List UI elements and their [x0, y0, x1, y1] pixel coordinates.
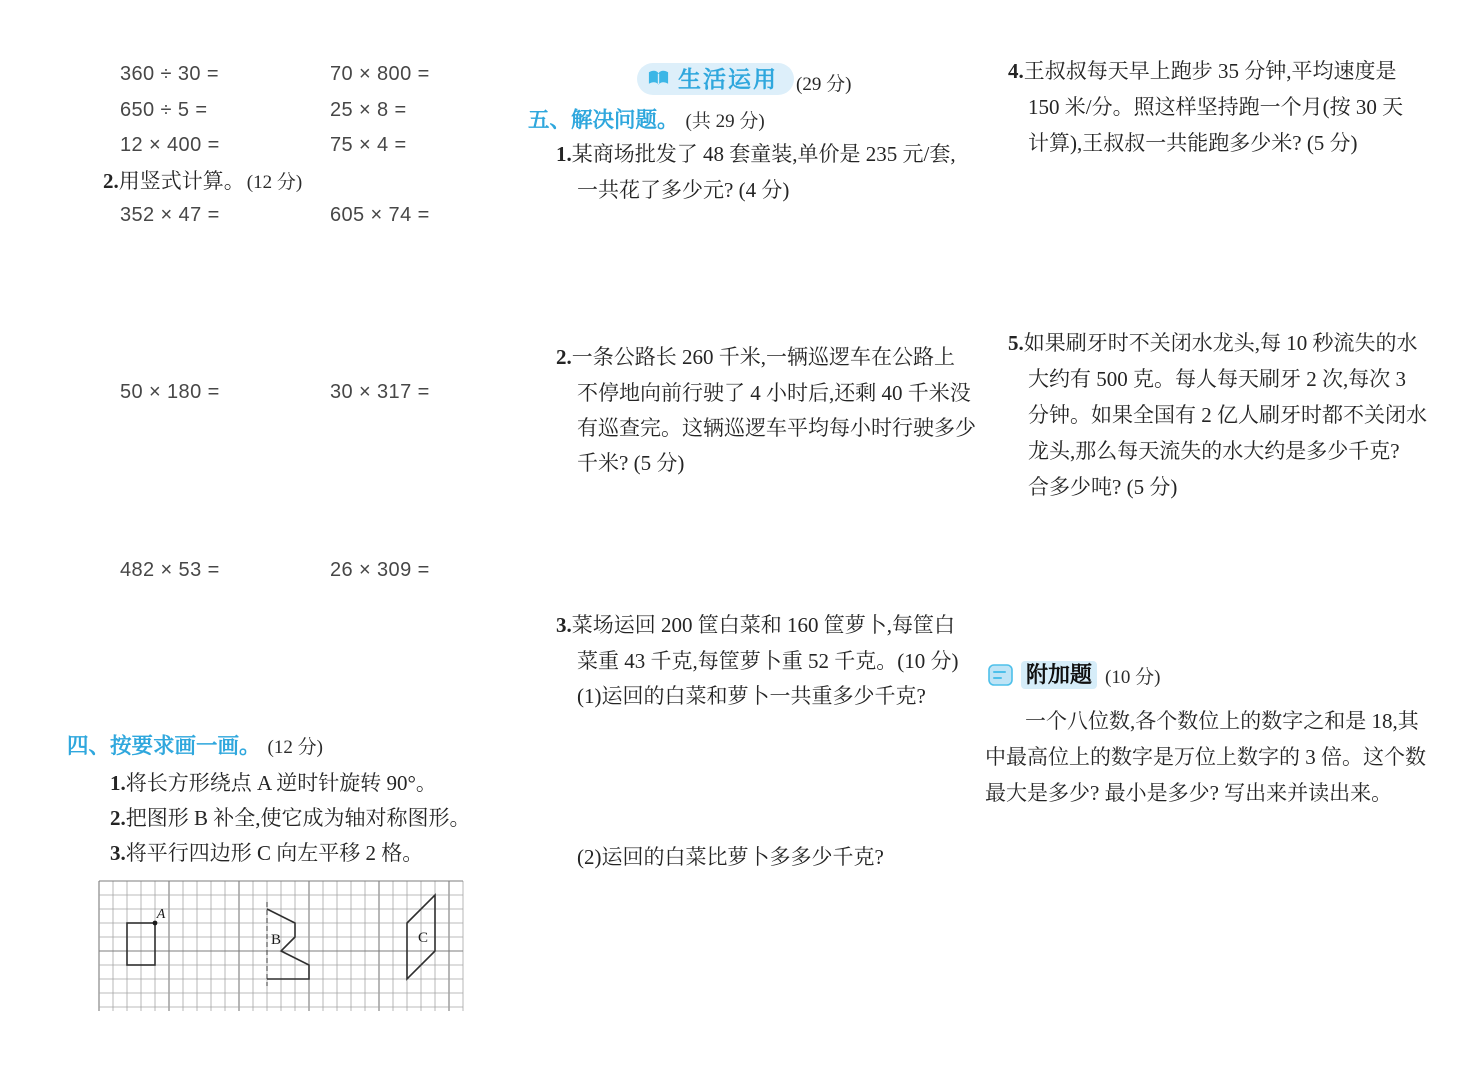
oral-eq-1b: 70 × 800 =	[330, 63, 430, 85]
section4-item-2	[110, 805, 471, 831]
problem5-line2: 大约有 500 克。每人每天刷牙 2 次,每次 3	[1028, 367, 1406, 391]
bonus-title: 附加题	[1021, 661, 1097, 689]
score-label: (12 分)	[267, 737, 323, 758]
item-number: 3.	[110, 841, 126, 865]
problem-text: 菜场运回 200 筐白菜和 160 筐萝卜,每筐白	[571, 613, 955, 637]
item-text: 把图形 B 补全,使它成为轴对称图形。	[125, 806, 471, 830]
problem-text: 如果刷牙时不关闭水龙头,每 10 秒流失的水	[1023, 331, 1418, 355]
score-label: (10 分)	[1105, 666, 1161, 688]
problem1-line1	[556, 141, 956, 167]
section4-item-3	[110, 840, 423, 866]
problem2-line3: 有巡查完。这辆巡逻车平均每小时行驶多少	[577, 416, 976, 440]
problem5-line4: 龙头,那么每天流失的水大约是多少千克?	[1028, 439, 1400, 463]
section4-item-1	[110, 770, 437, 796]
vcalc-eq-3a: 482 × 53 =	[120, 559, 220, 581]
problem5-line3: 分钟。如果全国有 2 亿人刷牙时都不关闭水	[1028, 403, 1427, 427]
vcalc-eq-2a: 50 × 180 =	[120, 381, 220, 403]
vcalc-eq-1b: 605 × 74 =	[330, 204, 430, 226]
oral-eq-2a: 650 ÷ 5 =	[120, 99, 208, 121]
problem3-line1	[556, 612, 955, 638]
book-icon	[647, 69, 670, 89]
vcalc-eq-2b: 30 × 317 =	[330, 381, 430, 403]
score-label: (共 29 分)	[685, 111, 765, 132]
oral-eq-2b: 25 × 8 =	[330, 99, 407, 121]
problem5-line1	[1008, 330, 1418, 356]
problem-text: 某商场批发了 48 套童装,单价是 235 元/套,	[571, 142, 956, 166]
problem-number: 2.	[556, 345, 572, 369]
section5-heading	[528, 107, 765, 135]
banner-score: (29 分)	[796, 74, 852, 95]
bonus-line2: 中最高位上的数字是万位上数字的 3 倍。这个数	[985, 745, 1426, 769]
label-c: C	[417, 930, 429, 946]
item-text: 将平行四边形 C 向左平移 2 格。	[125, 841, 424, 865]
problem-number: 1.	[556, 142, 572, 166]
section5-title: 五、解决问题。	[528, 108, 679, 132]
item-number: 2.	[103, 169, 119, 193]
banner-title: 生活运用	[678, 66, 778, 92]
problem3-line2: 菜重 43 千克,每筐萝卜重 52 千克。(10 分)	[577, 649, 959, 673]
problem-text: 一条公路长 260 千米,一辆巡逻车在公路上	[571, 345, 955, 369]
score-label: (12 分)	[246, 172, 303, 193]
vcalc-eq-1a: 352 × 47 =	[120, 204, 220, 226]
vertical-calc-heading	[103, 168, 302, 196]
problem2-line4: 千米? (5 分)	[577, 451, 685, 475]
problem-number: 4.	[1008, 59, 1024, 83]
problem-number: 3.	[556, 613, 572, 637]
label-b: B	[270, 932, 282, 948]
label-a: A	[156, 907, 166, 922]
heading-text: 用竖式计算。	[118, 169, 245, 193]
problem4-line1	[1008, 58, 1397, 84]
bonus-section-header	[988, 661, 1160, 689]
problem-number: 5.	[1008, 331, 1024, 355]
item-number: 1.	[110, 771, 126, 795]
bonus-line1: 一个八位数,各个数位上的数字之和是 18,其	[1025, 709, 1419, 733]
oral-eq-3b: 75 × 4 =	[330, 134, 407, 156]
oral-eq-1a: 360 ÷ 30 =	[120, 63, 219, 85]
section4-heading	[67, 733, 323, 761]
problem-text: 王叔叔每天早上跑步 35 分钟,平均速度是	[1023, 59, 1397, 83]
problem1-line2: 一共花了多少元? (4 分)	[577, 178, 790, 202]
problem3-question2: (2)运回的白菜比萝卜多多少千克?	[577, 845, 884, 869]
problem2-line1	[556, 344, 955, 370]
problem3-question1: (1)运回的白菜和萝卜一共重多少千克?	[577, 684, 926, 708]
vcalc-eq-3b: 26 × 309 =	[330, 559, 430, 581]
life-application-banner	[637, 63, 794, 95]
section4-title: 四、按要求画一画。	[67, 734, 261, 758]
problem4-line3: 计算),王叔叔一共能跑多少米? (5 分)	[1028, 131, 1358, 155]
problem2-line2: 不停地向前行驶了 4 小时后,还剩 40 千米没	[577, 381, 971, 405]
problem5-line5: 合多少吨? (5 分)	[1028, 475, 1178, 499]
problem4-line2: 150 米/分。照这样坚持跑一个月(按 30 天	[1028, 95, 1404, 119]
item-text: 将长方形绕点 A 逆时针旋转 90°。	[125, 771, 437, 795]
bonus-line3: 最大是多少? 最小是多少? 写出来并读出来。	[985, 781, 1393, 805]
notebook-icon	[988, 664, 1013, 686]
item-number: 2.	[110, 806, 126, 830]
drawing-grid	[97, 880, 469, 1012]
oral-eq-3a: 12 × 400 =	[120, 134, 220, 156]
